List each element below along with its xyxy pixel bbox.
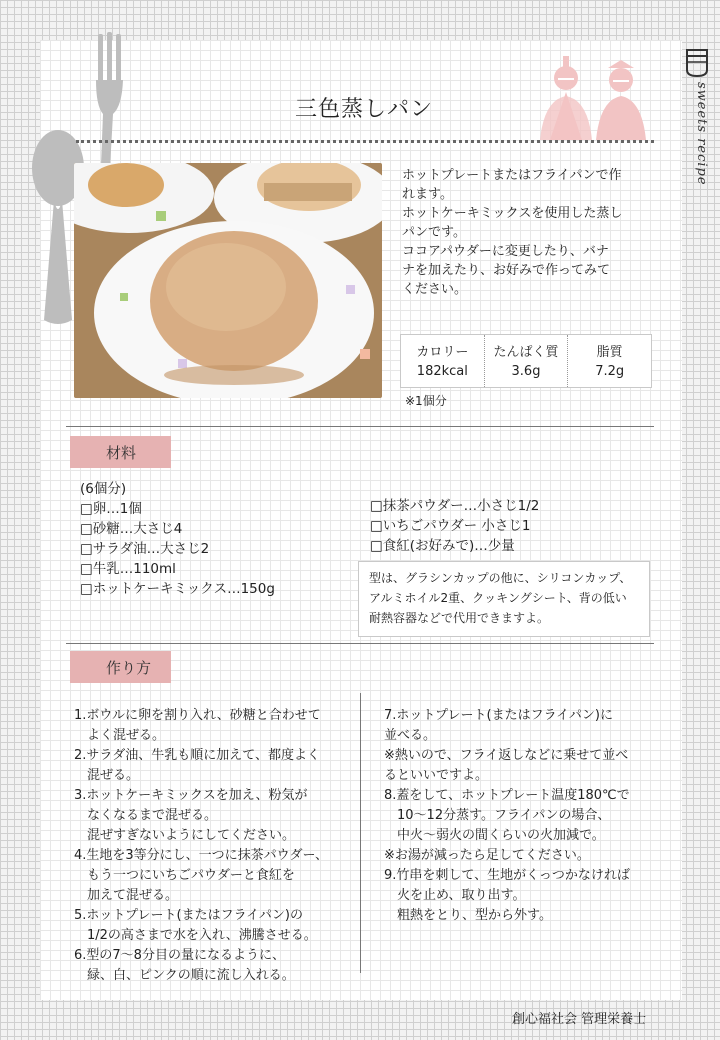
ingredient-item: □砂糖…大さじ4 bbox=[80, 521, 183, 537]
method-line: 火を止め、取り出す。 bbox=[384, 888, 526, 903]
nutrition-label: 脂質 bbox=[596, 345, 623, 360]
method-steps-right bbox=[384, 706, 630, 926]
ingredients-list-left bbox=[80, 479, 275, 599]
doll-icon bbox=[540, 56, 592, 140]
method-line: よく混ぜる。 bbox=[74, 728, 166, 743]
method-line: 5.ホットプレート(またはフライパン)の bbox=[74, 908, 303, 923]
nutrition-note: ※1個分 bbox=[405, 394, 447, 408]
method-line: 9.竹串を刺して、生地がくっつかなければ bbox=[384, 868, 630, 883]
recipe-intro bbox=[402, 166, 652, 299]
serving-size: (6個分) bbox=[80, 481, 127, 497]
ingredient-item: □食紅(お好みで)…少量 bbox=[370, 538, 515, 554]
method-line: 7.ホットプレート(またはフライパン)に bbox=[384, 708, 613, 723]
title-divider bbox=[76, 140, 654, 143]
method-line: 1.ボウルに卵を割り入れ、砂糖と合わせて bbox=[74, 708, 321, 723]
ingredient-item: □ホットケーキミックス…150g bbox=[80, 581, 275, 597]
ingredients-heading: 材料 bbox=[70, 436, 171, 468]
nutrition-value: 3.6g bbox=[511, 364, 541, 379]
recipe-photo bbox=[74, 163, 382, 398]
ingredient-item: □抹茶パウダー…小さじ1/2 bbox=[370, 498, 540, 514]
nutrition-calories bbox=[401, 335, 484, 387]
method-line: 中火～弱火の間くらいの火加減で。 bbox=[384, 828, 605, 843]
intro-line: パンです。 bbox=[402, 225, 466, 240]
method-line: 加えて混ぜる。 bbox=[74, 888, 179, 903]
method-line: ※お湯が減ったら足してください。 bbox=[384, 848, 590, 863]
ingredient-item: □サラダ油…大さじ2 bbox=[80, 541, 210, 557]
method-line: 3.ホットケーキミックスを加え、粉気が bbox=[74, 788, 308, 803]
method-heading: 作り方 bbox=[70, 651, 171, 683]
hina-dolls-illustration bbox=[538, 56, 650, 142]
nutrition-label: カロリー bbox=[416, 345, 469, 360]
method-line: 1/2の高さまで水を入れ、沸騰させる。 bbox=[74, 928, 317, 943]
pot-icon bbox=[683, 46, 711, 78]
method-line: 混ぜすぎないようにしてください。 bbox=[74, 828, 296, 843]
method-line: 4.生地を3等分にし、一つに抹茶パウダー、 bbox=[74, 848, 329, 863]
method-line: 並べる。 bbox=[384, 728, 437, 743]
mold-note bbox=[358, 561, 650, 637]
method-steps-left bbox=[74, 706, 328, 986]
nutrition-label: たんぱく質 bbox=[493, 345, 559, 360]
ingredient-item: □卵…1個 bbox=[80, 501, 142, 517]
page-title: 三色蒸しパン bbox=[295, 97, 434, 122]
nutrition-protein bbox=[484, 335, 568, 387]
ingredient-item: □いちごパウダー 小さじ1 bbox=[370, 518, 531, 534]
column-divider bbox=[360, 693, 361, 973]
nutrition-value: 182kcal bbox=[416, 364, 468, 379]
intro-line: れます。 bbox=[402, 187, 453, 202]
note-line: 型は、グラシンカップの他に、シリコンカップ、 bbox=[369, 571, 632, 585]
method-line: なくなるまで混ぜる。 bbox=[74, 808, 218, 823]
nutrition-value: 7.2g bbox=[595, 364, 625, 379]
footer-credit: 創心福社会 管理栄養士 bbox=[512, 1012, 647, 1027]
section-divider bbox=[66, 426, 654, 427]
method-line: 緑、白、ピンクの順に流し入れる。 bbox=[74, 968, 295, 983]
nutrition-table bbox=[400, 334, 652, 388]
nutrition-fat bbox=[567, 335, 651, 387]
method-line: るといいですよ。 bbox=[384, 768, 489, 783]
method-line: ※熱いので、フライ返しなどに乗せて並べ bbox=[384, 748, 629, 763]
side-label: sweets recipe bbox=[694, 82, 709, 186]
ingredient-item: □牛乳…110ml bbox=[80, 561, 176, 577]
intro-line: ココアパウダーに変更したり、バナ bbox=[402, 244, 609, 259]
section-divider bbox=[66, 643, 654, 644]
method-line: 粗熱をとり、型から外す。 bbox=[384, 908, 552, 923]
ingredients-list-right bbox=[370, 496, 539, 556]
intro-line: ナを加えたり、お好みで作ってみて bbox=[402, 263, 611, 278]
method-line: 8.蓋をして、ホットプレート温度180℃で bbox=[384, 788, 630, 803]
method-line: 6.型の7～8分目の量になるように、 bbox=[74, 948, 285, 963]
method-line: もう一つにいちごパウダーと食紅を bbox=[74, 868, 295, 883]
note-line: アルミホイル2重、クッキングシート、背の低い bbox=[369, 591, 627, 605]
method-line: 10～12分蒸す。フライパンの場合、 bbox=[384, 808, 611, 823]
intro-line: ください。 bbox=[402, 282, 468, 297]
method-line: 2.サラダ油、牛乳も順に加えて、都度よく bbox=[74, 748, 321, 763]
method-line: 混ぜる。 bbox=[74, 768, 140, 783]
intro-line: ホットプレートまたはフライパンで作 bbox=[402, 168, 622, 183]
intro-line: ホットケーキミックスを使用した蒸し bbox=[402, 206, 623, 221]
note-line: 耐熱容器などで代用できますよ。 bbox=[369, 611, 550, 625]
doll-icon bbox=[596, 60, 646, 140]
